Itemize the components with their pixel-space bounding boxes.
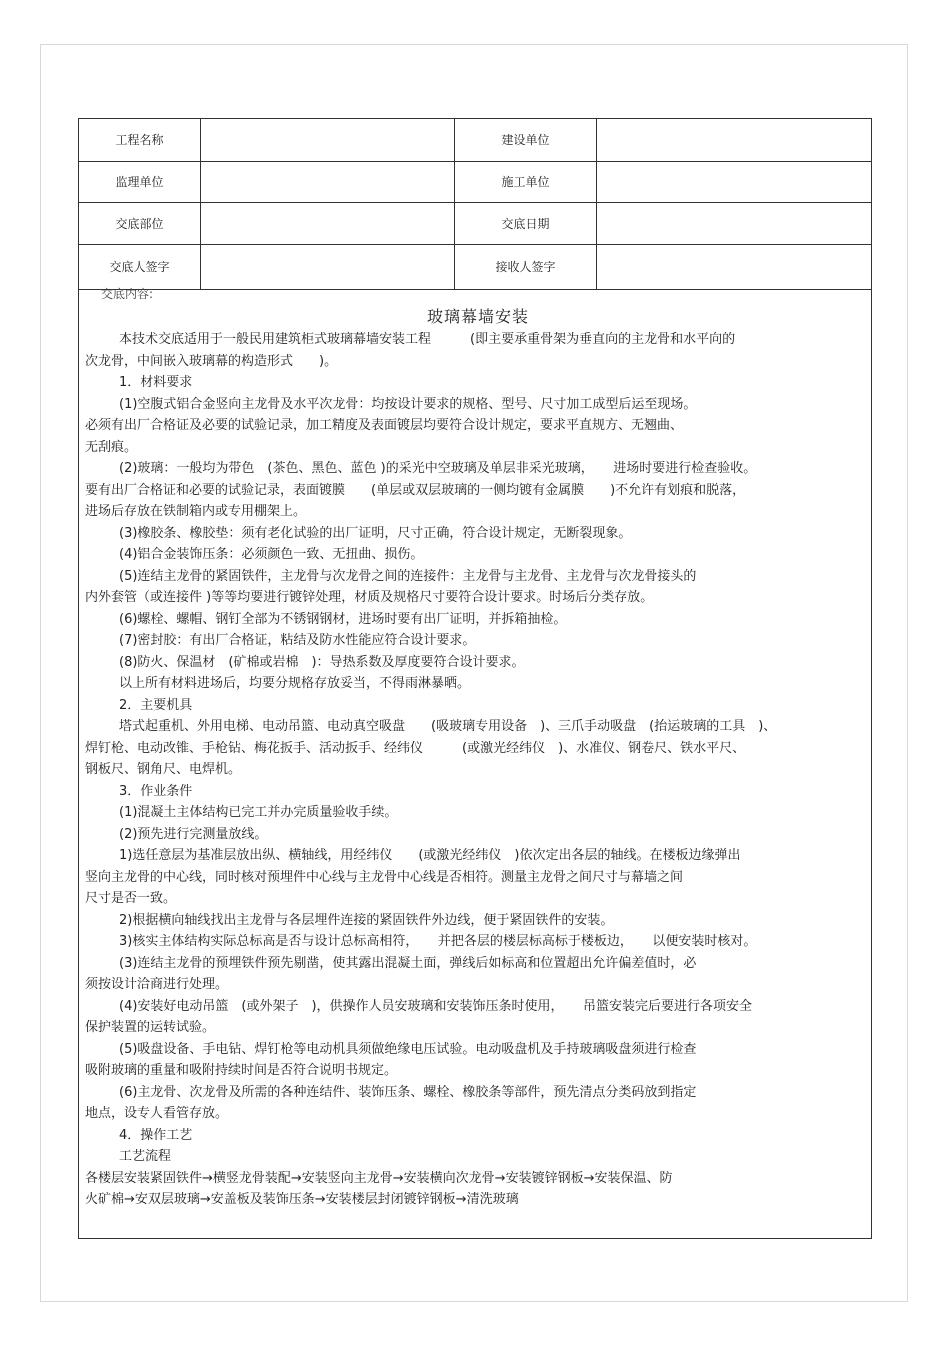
content-line: 塔式起重机、外用电梯、电动吊篮、电动真空吸盘 (吸玻璃专用设备 )、三爪手动吸盘 (抬运玻璃的工具 )、 <box>119 719 777 734</box>
content-line: (6)螺栓、螺帽、钢钉全部为不锈钢钢材，进场时要有出厂证明，并拆箱抽检。 <box>119 611 567 627</box>
content-line: 焊钉枪、电动改锥、手枪钻、梅花扳手、活动扳手、经纬仪 (或激光经纬仪 )、水准仪、钢卷尺、铁水平尺、 <box>85 740 746 756</box>
table-row <box>79 119 871 161</box>
content-line: (4)安装好电动吊篮 (或外架子 )，供操作人员安玻璃和安装饰压条时使用， 吊篮安装完后要进行各项安全 <box>119 998 753 1014</box>
table-row <box>79 161 871 202</box>
content-line: 要有出厂合格证和必要的试验记录，表面镀膜 (单层或双层玻璃的一侧均镀有金属膜 )不允许有划痕和脱落， <box>85 482 746 498</box>
table-row <box>79 244 871 289</box>
content-line: 无刮痕。 <box>85 439 138 455</box>
content-line: 3)核实主体结构实际总标高是否与设计总标高相符， 并把各层的楼层标高标于楼板边， 以便安装时核对。 <box>119 934 757 949</box>
content-line: (1)空腹式铝合金竖向主龙骨及水平次龙骨：均按设计要求的规格、型号、尺寸加工成型后运至现场。 <box>119 396 697 412</box>
content-line: (1)混凝土主体结构已完工并办完质量验收手续。 <box>119 805 398 820</box>
content-line: 保护装置的运转试验。 <box>85 1020 216 1035</box>
content-line: (4)铝合金装饰压条：必须颜色一致、无扭曲、损伤。 <box>119 547 424 562</box>
content-line: 2)根据横向轴线找出主龙骨与各层埋件连接的紧固铁件外边线，便于紧固铁件的安装。 <box>119 912 614 928</box>
content-line: (8)防火、保温材 (矿棉或岩棉 )：导热系数及厚度要符合设计要求。 <box>119 654 525 670</box>
content-line: 工艺流程 <box>119 1149 172 1164</box>
disclosure-form <box>78 118 872 1239</box>
content-line: (3)连结主龙骨的预埋铁件预先剔凿，使其露出混凝土面，弹线后如标高和位置超出允许偏差值时，必 <box>119 955 697 971</box>
content-line: (6)主龙骨、次龙骨及所需的各种连结件、装饰压条、螺栓、橡胶条等部件，预先清点分类码放到指定 <box>119 1084 697 1100</box>
content-line: 竖向主龙骨的中心线，同时核对预埋件中心线与主龙骨中心线是否相符。测量主龙骨之间尺寸与幕墙之间 <box>85 869 684 885</box>
content-line: 须按设计洽商进行处理。 <box>85 977 229 992</box>
content-line: (5)连结主龙骨的紧固铁件，主龙骨与次龙骨之间的连接件：主龙骨与主龙骨、主龙骨与次龙骨接头的 <box>119 568 697 584</box>
content-line: 尺寸是否一致。 <box>85 891 177 906</box>
content-label: 交底内容: <box>101 286 154 301</box>
content-line: 吸附玻璃的重量和吸附持续时间是否符合说明书规定。 <box>85 1063 398 1078</box>
content-line: (3)橡胶条、橡胶垫：须有老化试验的出厂证明，尺寸正确，符合设计规定，无断裂现象。 <box>119 525 632 541</box>
content-line: 火矿棉→安双层玻璃→安盖板及装饰压条→安装楼层封闭镀锌钢板→清洗玻璃 <box>85 1192 519 1207</box>
value-discloser-signature[interactable] <box>201 244 455 289</box>
content-line: (7)密封胶：有出厂合格证，粘结及防水性能应符合设计要求。 <box>119 633 476 648</box>
value-receiver-signature[interactable] <box>597 244 872 289</box>
content-line: 以上所有材料进场后，均要分规格存放妥当，不得雨淋暴晒。 <box>119 676 471 691</box>
value-disclosure-part[interactable] <box>201 202 455 244</box>
content-body <box>85 329 871 1211</box>
label-construction-unit: 施工单位 <box>455 161 597 202</box>
label-project-name: 工程名称 <box>79 119 201 161</box>
label-disclosure-date: 交底日期 <box>455 202 597 244</box>
project-info-table <box>79 119 871 290</box>
content-line: 3．作业条件 <box>119 783 193 799</box>
label-discloser-signature: 交底人签字 <box>79 244 201 289</box>
content-line: 必须有出厂合格证及必要的试验记录，加工精度及表面镀层均要符合设计规定，要求平直规方、无翘曲、 <box>85 418 684 433</box>
document-title: 玻璃幕墙安装 <box>426 306 529 326</box>
content-line: 地点，设专人看管存放。 <box>85 1106 229 1121</box>
content-line: 内外套管（或连接件 )等等均要进行镀锌处理，材质及规格尺寸要符合设计要求。时场后分类存放。 <box>85 590 654 605</box>
value-disclosure-date[interactable] <box>597 202 872 244</box>
label-receiver-signature: 接收人签字 <box>455 244 597 289</box>
content-line: (2)预先进行完测量放线。 <box>119 826 268 842</box>
content-line: (2)玻璃：一般均为带色 (茶色、黑色、蓝色 )的采光中空玻璃及单层非采光玻璃， 进场时要进行检查验收。 <box>119 461 757 476</box>
table-row <box>79 202 871 244</box>
disclosure-content <box>79 288 871 1211</box>
content-line: 1．材料要求 <box>119 375 193 390</box>
label-supervision-unit: 监理单位 <box>79 161 201 202</box>
value-owner-unit[interactable] <box>597 119 872 161</box>
content-line: 2．主要机具 <box>119 697 193 713</box>
value-construction-unit[interactable] <box>597 161 872 202</box>
value-supervision-unit[interactable] <box>201 161 455 202</box>
content-line: 各楼层安装紧固铁件→横竖龙骨装配→安装竖向主龙骨→安装横向次龙骨→安装镀锌钢板→安装保温、防 <box>85 1170 673 1186</box>
content-line: 本技术交底适用于一般民用建筑柜式玻璃幕墙安装工程 (即主要承重骨架为垂直向的主龙骨和水平向的 <box>119 332 736 347</box>
value-project-name[interactable] <box>201 119 455 161</box>
label-owner-unit: 建设单位 <box>455 119 597 161</box>
content-line: 钢板尺、钢角尺、电焊机。 <box>85 762 242 777</box>
content-line: 4．操作工艺 <box>119 1127 193 1143</box>
content-line: 次龙骨，中间嵌入玻璃幕的构造形式 )。 <box>85 353 338 369</box>
content-line: (5)吸盘设备、手电钻、焊钉枪等电动机具须做绝缘电压试验。电动吸盘机及手持玻璃吸盘须进行检查 <box>119 1041 697 1057</box>
content-line: 1)选任意层为基准层放出纵、横轴线，用经纬仪 (或激光经纬仪 )依次定出各层的轴线。在楼板边缘弹出 <box>119 848 741 863</box>
content-line: 进场后存放在铁制箱内或专用棚架上。 <box>85 504 307 519</box>
label-disclosure-part: 交底部位 <box>79 202 201 244</box>
